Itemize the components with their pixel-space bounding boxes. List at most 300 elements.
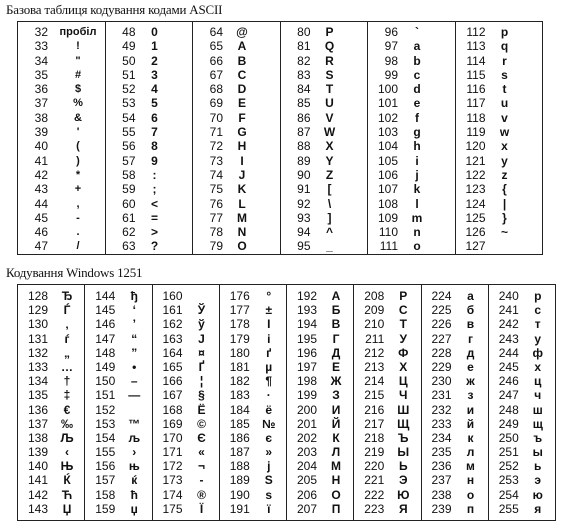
code-row — [153, 303, 219, 317]
code-character: ~ — [500, 225, 508, 240]
code-number: 214 — [364, 374, 385, 389]
code-number: 233 — [431, 416, 452, 431]
code-number: 96 — [384, 25, 398, 39]
code-number: 177 — [229, 303, 250, 318]
code-character: Ђ — [61, 289, 73, 303]
code-row — [18, 346, 84, 360]
code-number: 239 — [431, 501, 452, 516]
code-number: 247 — [498, 388, 519, 403]
code-row — [287, 459, 353, 473]
code-character: Я — [398, 501, 408, 516]
code-character: 4 — [151, 82, 158, 97]
code-row — [18, 459, 84, 473]
code-character: 0 — [151, 25, 158, 39]
code-number: 38 — [34, 110, 48, 125]
code-number: 126 — [465, 225, 486, 240]
code-number: 218 — [364, 430, 385, 445]
code-row — [85, 289, 151, 303]
code-character: v — [501, 110, 508, 125]
code-number: 145 — [95, 303, 116, 318]
code-number: 167 — [162, 388, 183, 403]
code-number: 216 — [364, 402, 385, 417]
ascii-column — [193, 22, 281, 255]
code-character: ” — [131, 345, 138, 360]
code-row — [18, 431, 84, 445]
code-row — [18, 211, 105, 225]
code-number: 77 — [209, 210, 223, 225]
code-character: ы — [532, 445, 543, 460]
code-number: 66 — [209, 53, 223, 68]
code-number: 54 — [122, 110, 136, 125]
code-number: 220 — [364, 459, 385, 474]
code-character: Ц — [398, 374, 408, 389]
code-row — [193, 96, 280, 110]
code-character: D — [237, 82, 247, 97]
code-number: 37 — [34, 96, 48, 111]
code-row — [193, 111, 280, 125]
code-number: 118 — [466, 110, 486, 125]
code-number: 34 — [34, 53, 48, 68]
code-character: 6 — [151, 110, 158, 125]
code-number: 86 — [297, 110, 311, 125]
code-number: 203 — [296, 445, 317, 460]
code-row — [85, 459, 151, 473]
code-character: 9 — [151, 153, 158, 168]
code-row — [422, 332, 488, 346]
code-row — [18, 445, 84, 459]
code-character: ? — [150, 239, 159, 254]
code-character: t — [502, 82, 507, 97]
code-number: 164 — [162, 345, 183, 360]
code-number: 199 — [296, 388, 317, 403]
code-number: 172 — [162, 459, 183, 474]
code-character: в — [466, 317, 475, 332]
code-row — [368, 225, 455, 239]
code-character: k — [413, 182, 421, 197]
code-character: ‰ — [61, 416, 73, 431]
code-character: ъ — [533, 430, 543, 445]
code-character: њ — [128, 459, 140, 474]
code-number: 162 — [162, 317, 183, 332]
code-row — [85, 488, 151, 502]
code-number: 35 — [34, 67, 48, 82]
code-character: $ — [74, 83, 82, 96]
code-character: ч — [534, 388, 542, 403]
code-row — [489, 303, 555, 317]
code-character: J — [238, 167, 246, 182]
code-character: е — [467, 359, 474, 374]
code-number: 67 — [209, 67, 223, 82]
code-number: 63 — [122, 239, 136, 254]
code-number: 222 — [364, 487, 385, 502]
code-number: 102 — [377, 110, 398, 125]
code-character: o — [413, 239, 421, 254]
code-character: щ — [532, 416, 543, 431]
code-number: 75 — [209, 182, 223, 197]
code-number: 208 — [364, 289, 385, 303]
code-character: ј — [267, 459, 271, 474]
code-row — [287, 346, 353, 360]
code-row — [106, 82, 193, 96]
code-row — [106, 182, 193, 196]
code-character: ц — [534, 374, 542, 389]
code-character: y — [501, 153, 508, 168]
code-row — [18, 182, 105, 196]
code-character: Ћ — [61, 487, 73, 502]
code-row — [106, 168, 193, 182]
code-row — [85, 431, 151, 445]
code-row — [354, 473, 420, 487]
code-number: 84 — [297, 82, 311, 97]
code-character: ' — [76, 126, 80, 139]
code-character: ђ — [130, 289, 138, 303]
code-character: G — [237, 125, 247, 140]
code-character: ф — [532, 345, 543, 360]
code-character: e — [413, 96, 421, 111]
code-number: 80 — [297, 25, 311, 39]
code-number: 195 — [296, 331, 317, 346]
windows-1251-title: Кодування Windows 1251 — [6, 265, 143, 280]
code-row — [489, 388, 555, 402]
code-row — [287, 317, 353, 331]
code-number: 136 — [27, 402, 48, 417]
code-row — [287, 289, 353, 303]
code-number: 160 — [162, 289, 183, 303]
code-number: 249 — [498, 416, 519, 431]
code-character: C — [237, 67, 247, 82]
code-character: і — [267, 331, 271, 346]
code-character: Е — [331, 359, 340, 374]
code-character: ¦ — [199, 374, 204, 389]
code-row — [193, 154, 280, 168]
code-number: 115 — [466, 67, 486, 82]
code-number: 184 — [229, 402, 250, 417]
code-character: l — [415, 196, 419, 211]
code-character: j — [415, 167, 419, 182]
code-number: 253 — [498, 473, 519, 488]
code-row — [106, 197, 193, 211]
code-character: К — [332, 430, 340, 445]
code-row — [368, 25, 455, 39]
code-character: r — [502, 53, 507, 68]
code-number: 130 — [27, 317, 48, 332]
code-row — [193, 125, 280, 139]
code-row — [85, 473, 151, 487]
code-row — [287, 417, 353, 431]
code-number: 225 — [431, 303, 452, 318]
code-row — [193, 168, 280, 182]
code-number: 202 — [296, 430, 317, 445]
code-row — [489, 403, 555, 417]
code-row — [287, 488, 353, 502]
code-row — [287, 473, 353, 487]
code-row — [18, 488, 84, 502]
code-number: 90 — [297, 167, 311, 182]
code-character: я — [534, 501, 542, 516]
code-number: 171 — [162, 445, 183, 460]
code-number: 179 — [229, 331, 250, 346]
code-row — [85, 317, 151, 331]
code-number: 163 — [162, 331, 183, 346]
code-row — [106, 111, 193, 125]
code-number: 39 — [34, 125, 48, 140]
code-character: о — [466, 487, 475, 502]
code-character: џ — [130, 501, 138, 516]
code-row — [456, 25, 543, 39]
code-character: # — [74, 68, 82, 81]
code-row — [85, 445, 151, 459]
code-row — [106, 125, 193, 139]
code-character: S — [325, 67, 334, 82]
code-row — [106, 25, 193, 39]
code-row — [193, 139, 280, 153]
code-character: 1 — [151, 39, 158, 54]
code-character: Л — [331, 445, 341, 460]
windows-1251-table — [17, 284, 556, 521]
code-character: ^ — [325, 225, 333, 240]
code-character: х — [534, 359, 542, 374]
code-character: З — [332, 388, 340, 403]
code-row — [193, 68, 280, 82]
win-column — [421, 285, 488, 521]
code-character: x — [501, 139, 508, 154]
code-row — [489, 488, 555, 502]
code-row — [422, 417, 488, 431]
code-number: 59 — [122, 182, 136, 197]
code-row — [287, 445, 353, 459]
code-character: І — [267, 317, 271, 332]
code-row — [281, 68, 368, 82]
code-number: 53 — [122, 96, 136, 111]
code-character: Б — [331, 303, 341, 318]
code-character: - — [76, 211, 80, 224]
code-character: є — [265, 430, 273, 445]
code-number: 255 — [498, 501, 519, 516]
code-row — [422, 388, 488, 402]
code-character: ш — [532, 402, 543, 417]
code-character: & — [74, 111, 82, 124]
code-character: T — [325, 82, 334, 97]
code-character: p — [500, 25, 509, 39]
code-character: » — [265, 445, 273, 460]
code-character: R — [325, 53, 334, 68]
code-character: Ј — [198, 331, 205, 346]
code-row — [106, 96, 193, 110]
code-character: " — [75, 54, 81, 67]
code-number: 33 — [34, 39, 48, 54]
code-row — [220, 431, 286, 445]
code-row — [153, 388, 219, 402]
code-number: 56 — [122, 139, 136, 154]
code-row — [368, 239, 455, 253]
code-row — [354, 403, 420, 417]
code-number: 190 — [229, 487, 250, 502]
win-column — [85, 285, 152, 521]
code-character: а — [467, 289, 474, 303]
code-character: Ї — [199, 501, 204, 516]
code-character: z — [501, 167, 508, 182]
code-character: ° — [266, 289, 272, 303]
code-number: 188 — [229, 459, 250, 474]
code-row — [456, 39, 543, 53]
code-character: / — [76, 240, 80, 253]
code-character: ¬ — [197, 459, 205, 474]
code-number: 186 — [229, 430, 250, 445]
code-number: 79 — [209, 239, 223, 254]
code-number: 238 — [431, 487, 452, 502]
code-row — [18, 388, 84, 402]
code-row — [281, 239, 368, 253]
code-number: 57 — [122, 153, 136, 168]
code-number: 81 — [297, 39, 311, 54]
ascii-column — [105, 22, 193, 255]
code-number: 221 — [364, 473, 385, 488]
code-row — [153, 459, 219, 473]
code-number: 151 — [95, 388, 116, 403]
code-number: 252 — [498, 459, 519, 474]
code-row — [422, 459, 488, 473]
code-character: р — [534, 289, 542, 303]
code-row — [368, 68, 455, 82]
code-row — [106, 154, 193, 168]
code-number: 125 — [465, 210, 486, 225]
code-row — [489, 431, 555, 445]
code-row — [220, 502, 286, 516]
code-character: - — [199, 473, 204, 488]
code-row — [18, 82, 105, 96]
code-character: E — [237, 96, 246, 111]
code-number: 45 — [34, 210, 48, 225]
code-character: ь — [534, 459, 542, 474]
code-row — [368, 139, 455, 153]
code-row — [287, 502, 353, 516]
code-character: ) — [76, 154, 80, 167]
code-row — [368, 211, 455, 225]
code-row — [489, 417, 555, 431]
code-number: 85 — [297, 96, 311, 111]
code-character: d — [413, 82, 421, 97]
code-character: Ъ — [398, 430, 409, 445]
code-character: й — [466, 416, 475, 431]
code-row — [281, 25, 368, 39]
code-row — [422, 445, 488, 459]
code-character: Щ — [397, 416, 410, 431]
code-row — [18, 54, 105, 68]
code-number: 92 — [297, 196, 311, 211]
code-character: ѕ — [265, 487, 273, 502]
code-row — [489, 360, 555, 374]
code-number: 132 — [27, 345, 48, 360]
code-character: и — [466, 402, 475, 417]
code-row — [18, 39, 105, 53]
code-number: 187 — [229, 445, 250, 460]
code-row — [193, 82, 280, 96]
code-row — [456, 154, 543, 168]
code-row — [422, 502, 488, 516]
code-character: Ё — [197, 402, 206, 417]
code-row — [281, 125, 368, 139]
code-row — [18, 139, 105, 153]
code-number: 228 — [431, 345, 452, 360]
code-character: Х — [399, 359, 408, 374]
code-number: 41 — [34, 153, 48, 168]
code-row — [489, 502, 555, 516]
code-number: 200 — [296, 402, 317, 417]
code-row — [287, 360, 353, 374]
code-number: 166 — [162, 374, 183, 389]
code-number: 142 — [27, 487, 48, 502]
code-character: * — [75, 168, 81, 181]
code-character: у — [534, 331, 542, 346]
code-number: 231 — [431, 388, 452, 403]
code-character: пробіл — [59, 26, 97, 38]
code-character: O — [237, 239, 247, 254]
win-column — [287, 285, 354, 521]
code-character: ю — [532, 487, 543, 502]
code-row — [220, 346, 286, 360]
code-number: 196 — [296, 345, 317, 360]
code-row — [456, 211, 543, 225]
code-character: u — [500, 96, 509, 111]
code-number: 103 — [377, 125, 398, 140]
code-character: У — [399, 331, 407, 346]
code-row — [193, 211, 280, 225]
code-row — [281, 211, 368, 225]
code-character: . — [76, 226, 80, 239]
code-number: 243 — [498, 331, 519, 346]
code-character: , — [76, 197, 80, 210]
code-character: F — [238, 110, 246, 125]
code-character: W — [323, 125, 336, 140]
code-number: 105 — [377, 153, 398, 168]
code-row — [153, 360, 219, 374]
code-number: 117 — [466, 96, 486, 111]
code-number: 148 — [95, 345, 116, 360]
code-number: 46 — [34, 225, 48, 240]
code-row — [153, 346, 219, 360]
code-character: Њ — [60, 459, 74, 474]
code-character: Ѓ — [63, 303, 71, 318]
code-character: ї — [267, 501, 271, 516]
code-number: 40 — [34, 139, 48, 154]
code-row — [220, 488, 286, 502]
code-row — [354, 317, 420, 331]
code-character: : — [152, 167, 157, 182]
code-character: ‡ — [63, 388, 71, 403]
code-row — [281, 225, 368, 239]
code-number: 242 — [498, 317, 519, 332]
code-number: 154 — [95, 430, 116, 445]
code-row — [354, 388, 420, 402]
code-row — [456, 68, 543, 82]
code-number: 155 — [95, 445, 116, 460]
code-character — [494, 239, 516, 253]
code-number: 71 — [209, 125, 223, 140]
code-character: э — [534, 473, 542, 488]
code-number: 169 — [162, 416, 183, 431]
code-character: > — [150, 225, 158, 240]
code-number: 251 — [498, 445, 519, 460]
code-row — [193, 239, 280, 253]
code-row — [18, 374, 84, 388]
code-row — [422, 488, 488, 502]
code-number: 95 — [297, 239, 311, 254]
code-number: 50 — [122, 53, 136, 68]
code-number: 234 — [431, 430, 452, 445]
code-number: 232 — [431, 402, 452, 417]
code-number: 123 — [465, 182, 486, 197]
code-character: n — [413, 225, 421, 240]
